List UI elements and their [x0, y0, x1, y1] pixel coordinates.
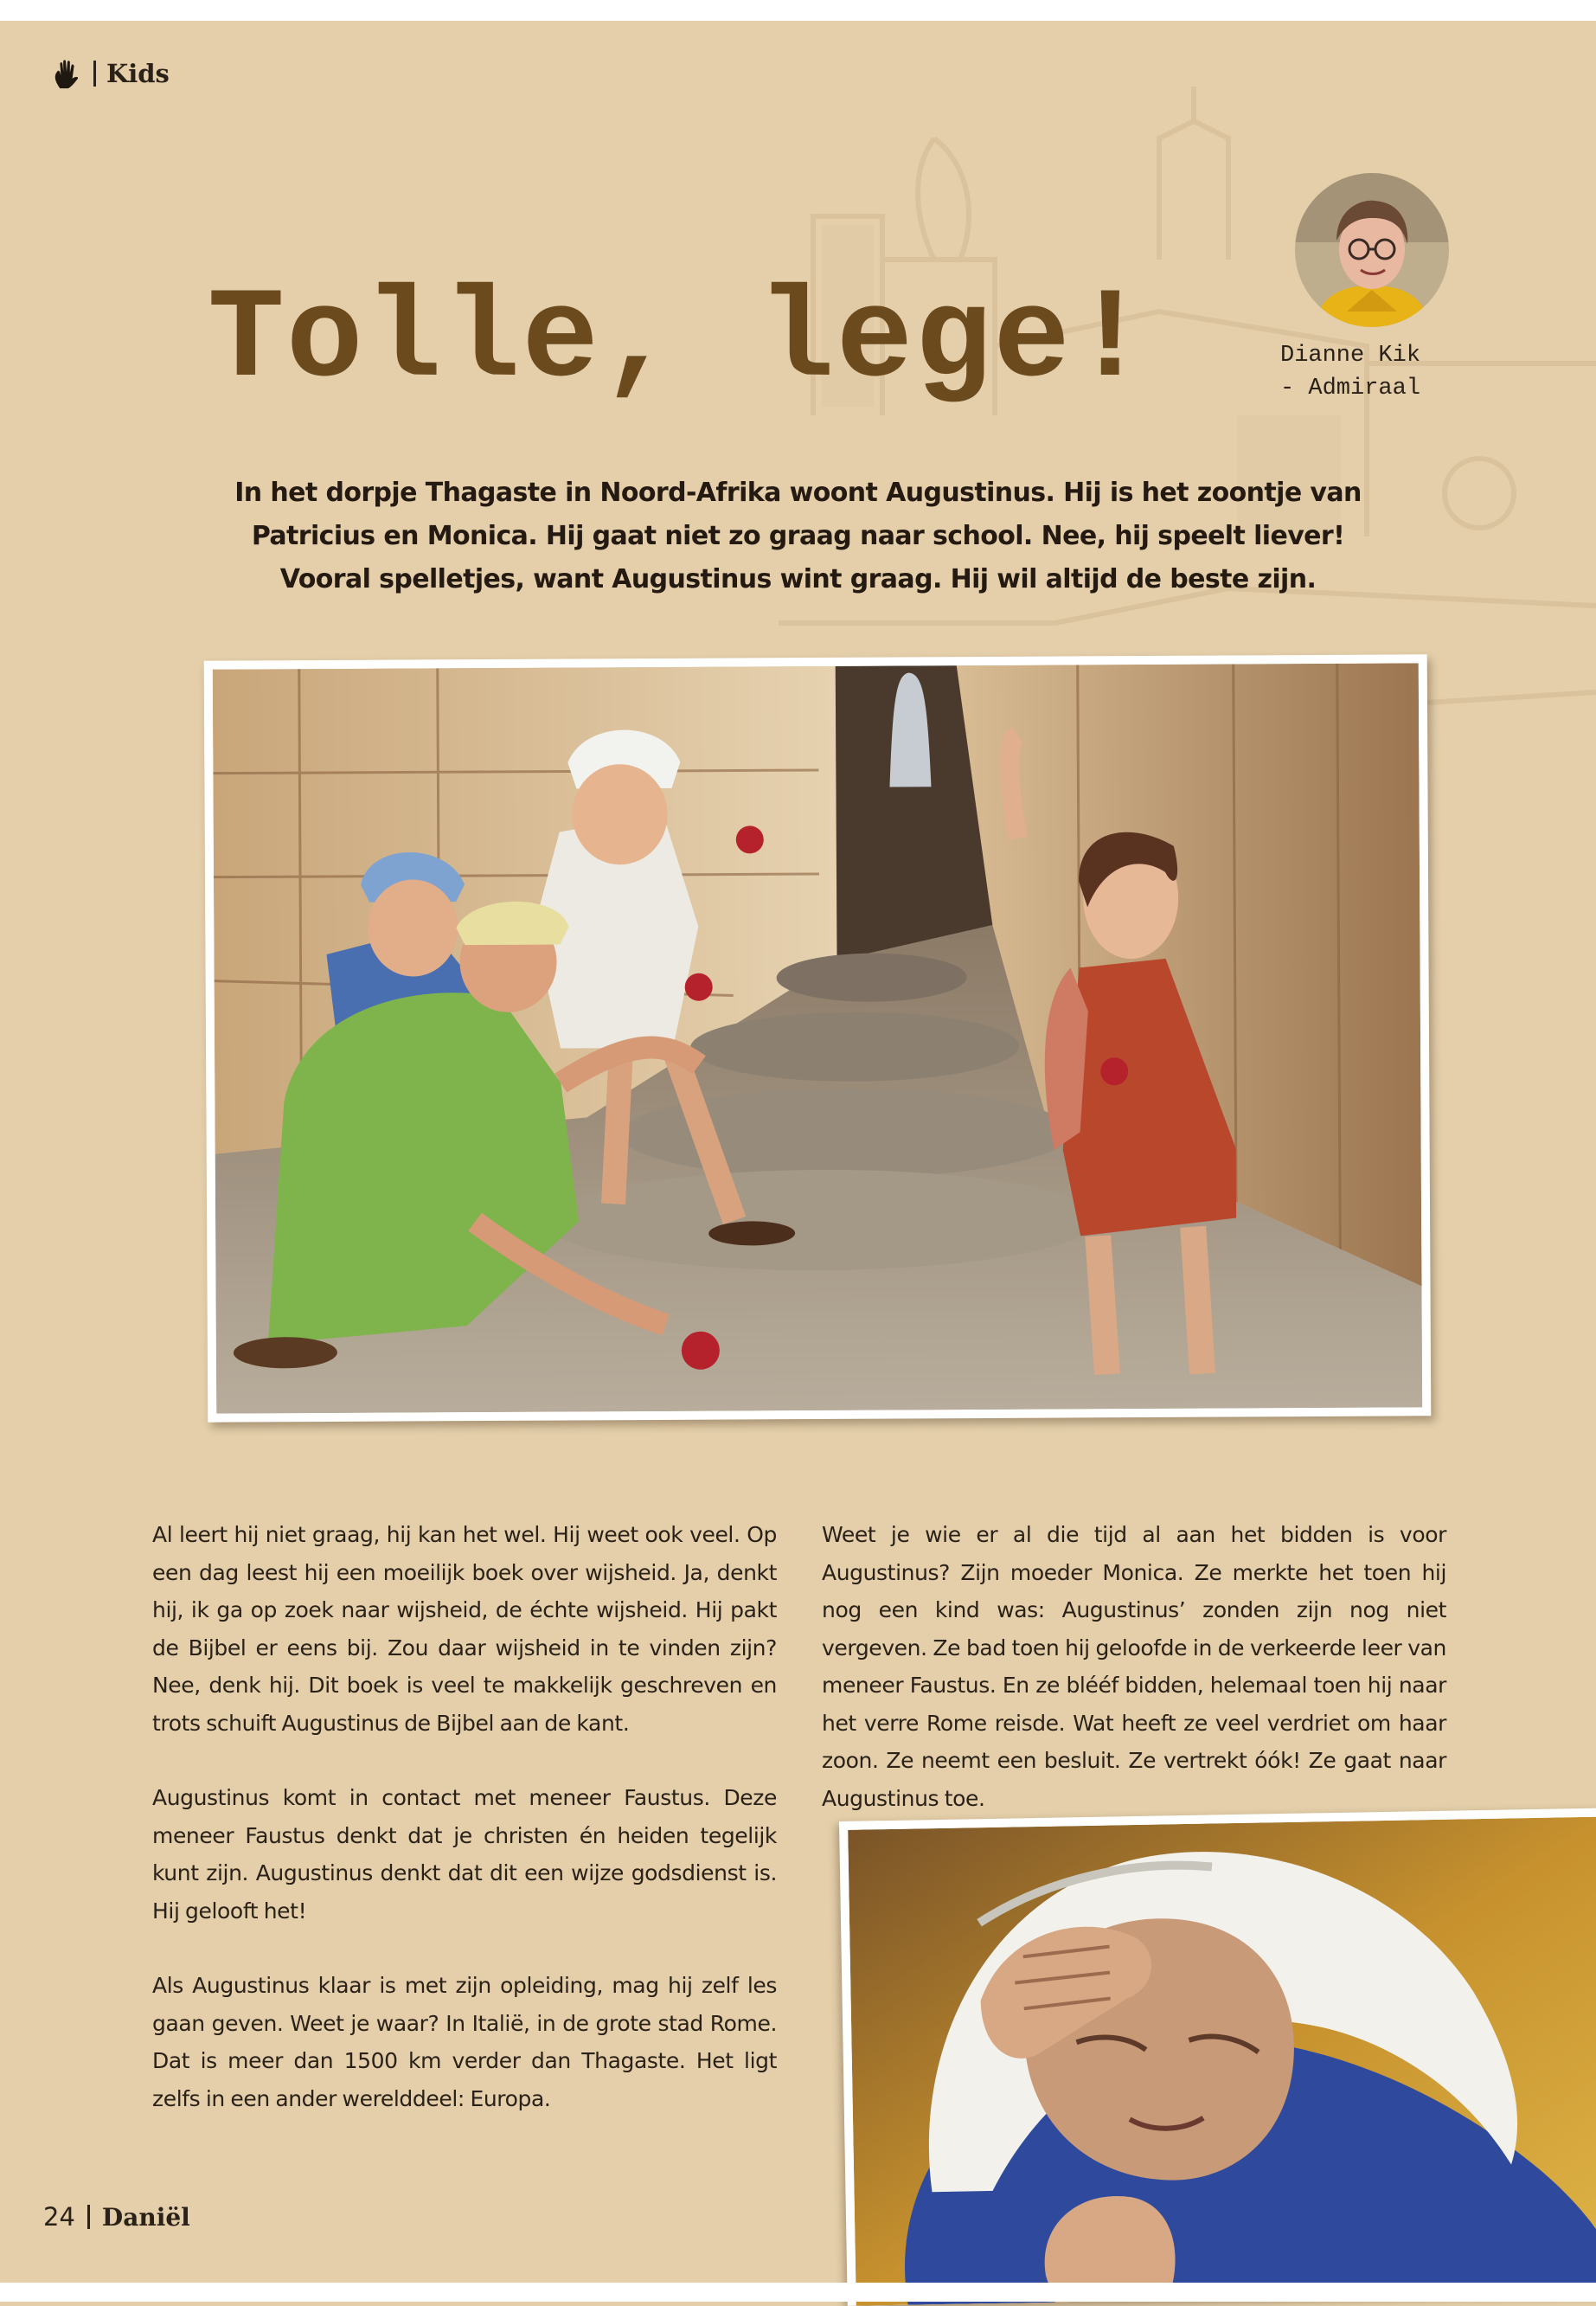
bottom-margin: [0, 2283, 1596, 2302]
street-painting: [213, 663, 1422, 1413]
footer-divider: [87, 2205, 90, 2229]
magazine-name: Daniël: [101, 2202, 190, 2232]
left-text-column: [152, 1516, 777, 2155]
paragraph: Weet je wie er al die tijd al aan het bidden is voor Augustinus? Zijn moeder Monica. Ze merkte het toen hij nog een kind was: Augustinus’ zonden zijn nog niet vergeven. Ze bad toen hij geloofde in de verkeerde leer van meneer Faustus. En ze blééf bidden, helemaal toen hij naar het verre Rome reisde. Wat heeft ze veel verdriet om haar zoon. Ze neemt een besluit. Ze vertrekt óók! Ze gaat naar Augustinus toe.: [822, 1522, 1446, 1811]
paragraph: Augustinus komt in contact met meneer Faustus. Deze meneer Faustus denkt dat je christen én heiden tegelijk kunt zijn. Augustinus denkt dat dit een wijze godsdienst is. Hij gelooft het!: [152, 1785, 777, 1924]
illustration-monica-weeping: [839, 1808, 1596, 2306]
illustration-boys-playing: [204, 654, 1432, 1422]
page-footer: [43, 2202, 190, 2232]
author-first-line: Dianne Kik: [1280, 343, 1421, 369]
monica-painting: [848, 1816, 1596, 2305]
intro-paragraph: In het dorpje Thagaste in Noord-Afrika woont Augustinus. Hij is het zoontje van Patricius en Monica. Hij gaat niet zo graag naar school. Nee, hij speelt liever! Vooral spelletjes, want Augustinus wint graag. Hij wil altijd de beste zijn.: [234, 478, 1362, 594]
right-text-column: [822, 1516, 1446, 1854]
author-second-line: - Admiraal: [1280, 376, 1421, 401]
paragraph: Als Augustinus klaar is met zijn opleiding, mag hij zelf les gaan geven. Weet je waar? In Italië, in de grote stad Rome. Dat is meer dan 1500 km verder dan Thagaste. Het ligt zelfs in een ander werelddeel: Europa.: [152, 1973, 777, 2111]
hand-icon: [50, 57, 83, 90]
author-name: [1280, 339, 1471, 405]
top-margin: [0, 0, 1596, 21]
article-title: Tolle, lege!: [208, 269, 1151, 414]
author-avatar: [1295, 173, 1449, 327]
section-tag: [50, 57, 170, 90]
page-number: 24: [43, 2202, 75, 2232]
paragraph: Al leert hij niet graag, hij kan het wel. Hij weet ook veel. Op een dag leest hij een moeilijk boek over wijsheid. Ja, denkt hij, ik ga op zoek naar wijsheid, de échte wijsheid. Hij pakt de Bijbel er eens bij. Zou daar wijsheid in te vinden zijn? Nee, denk hij. Dit boek is veel te makkelijk geschreven en trots schuift Augustinus de Bijbel aan de kant.: [152, 1522, 777, 1736]
tag-divider: [93, 61, 96, 87]
section-label: Kids: [106, 59, 170, 88]
